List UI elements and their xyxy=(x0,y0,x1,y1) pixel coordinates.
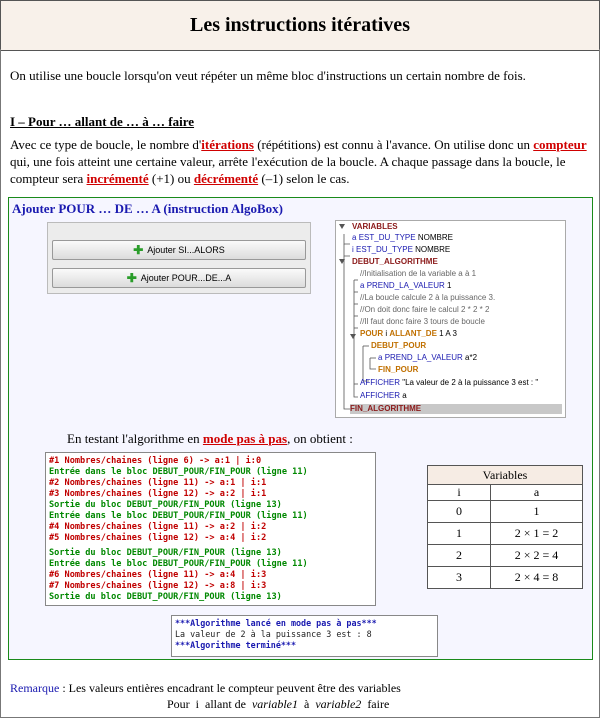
term-incremente: incrémenté xyxy=(86,171,149,186)
tree-var-a[interactable]: a EST_DU_TYPE NOMBRE xyxy=(352,233,453,242)
console-line: #1 Nombres/chaines (ligne 6) -> a:1 | i:0 xyxy=(49,456,262,466)
remark-note: Remarque : Les valeurs entières encadrant le compteur peuvent être des variables Pour i allant de variable1 à variable2 faire xyxy=(10,681,401,711)
term-iterations: itérations xyxy=(201,137,254,152)
output-line: ***Algorithme lancé en mode pas à pas*** xyxy=(175,618,377,628)
tree-fin-pour[interactable]: FIN_POUR xyxy=(378,365,419,374)
console-line: Entrée dans le bloc DEBUT_POUR/FIN_POUR (ligne 11) xyxy=(49,559,308,569)
console-line: #2 Nombres/chaines (ligne 11) -> a:1 | i:1 xyxy=(49,478,267,488)
console-line: #5 Nombres/chaines (ligne 12) -> a:4 | i:2 xyxy=(49,533,267,543)
add-si-alors-button[interactable]: ✚ Ajouter SI...ALORS xyxy=(52,240,306,260)
console-line: Sortie du bloc DEBUT_POUR/FIN_POUR (ligne 13) xyxy=(49,548,282,558)
console-line: Entrée dans le bloc DEBUT_POUR/FIN_POUR (ligne 11) xyxy=(49,467,308,477)
output-console xyxy=(171,615,438,657)
tree-debut-algorithme[interactable]: DEBUT_ALGORITHME xyxy=(352,257,438,266)
tree-comment[interactable]: //On doit donc faire le calcul 2 * 2 * 2 xyxy=(360,305,490,314)
table-row: 2 2 × 2 = 4 xyxy=(428,545,583,567)
tree-comment[interactable]: //Initialisation de la variable a à 1 xyxy=(360,269,477,278)
tree-variables[interactable]: VARIABLES xyxy=(352,222,398,231)
console-line: Sortie du bloc DEBUT_POUR/FIN_POUR (ligne 13) xyxy=(49,592,282,602)
output-line: ***Algorithme terminé*** xyxy=(175,640,297,650)
plus-icon: ✚ xyxy=(133,243,144,257)
tree-fin-algorithme[interactable]: FIN_ALGORITHME xyxy=(350,404,562,414)
page-title: Les instructions itératives xyxy=(190,14,410,36)
variables-table xyxy=(427,465,583,589)
console-line: Sortie du bloc DEBUT_POUR/FIN_POUR (ligne 13) xyxy=(49,500,282,510)
table-row: 0 1 xyxy=(428,501,583,523)
console-line: #7 Nombres/chaines (ligne 12) -> a:8 | i:3 xyxy=(49,581,267,591)
console-line: #4 Nombres/chaines (ligne 11) -> a:2 | i:2 xyxy=(49,522,267,532)
add-pour-de-a-button[interactable]: ✚ Ajouter POUR...DE...A xyxy=(52,268,306,288)
step-console xyxy=(45,452,376,606)
tree-afficher-a[interactable]: AFFICHER a xyxy=(360,391,407,400)
collapse-arrow-icon xyxy=(350,334,356,339)
plus-icon: ✚ xyxy=(126,271,137,285)
variables-table-caption: Variables xyxy=(428,466,583,485)
test-sentence: En testant l'algorithme en mode pas à pas, on obtient : xyxy=(67,431,353,446)
algobox-title: Ajouter POUR … DE … A (instruction AlgoBox) xyxy=(12,201,283,216)
tree-pour[interactable]: POUR i ALLANT_DE 1 A 3 xyxy=(360,329,457,338)
console-line: #3 Nombres/chaines (ligne 12) -> a:2 | i:1 xyxy=(49,489,267,499)
tree-prend-a[interactable]: a PREND_LA_VALEUR 1 xyxy=(360,281,452,290)
tree-comment[interactable]: //Il faut donc faire 3 tours de boucle xyxy=(360,317,485,326)
table-row: 3 2 × 4 = 8 xyxy=(428,567,583,589)
tree-comment[interactable]: //La boucle calcule 2 à la puissance 3. xyxy=(360,293,496,302)
table-header-a: a xyxy=(491,485,583,501)
algobox-panel xyxy=(8,197,593,660)
section-paragraph: Avec ce type de boucle, le nombre d'itérations (répétitions) est connu à l'avance. On utilise donc un compteur qui, une fois atteint une certaine valeur, arrête l'exécution de la boucle. A chaque passage dans la boucle, le compteur sera incrémenté (+1) ou décrémenté (–1) selon le cas. xyxy=(10,137,587,186)
table-header-i: i xyxy=(428,485,491,501)
output-line: La valeur de 2 à la puissance 3 est : 8 xyxy=(175,629,372,639)
console-line: Entrée dans le bloc DEBUT_POUR/FIN_POUR (ligne 11) xyxy=(49,511,308,521)
page-header xyxy=(0,0,600,51)
algorithm-tree xyxy=(335,220,566,418)
term-compteur: compteur xyxy=(533,137,587,152)
tree-debut-pour[interactable]: DEBUT_POUR xyxy=(371,341,427,350)
intro-paragraph: On utilise une boucle lorsqu'on veut répéter un même bloc d'instructions un certain nombre de fois. xyxy=(10,68,526,83)
section-title: I – Pour … allant de … à … faire xyxy=(10,114,195,129)
tree-var-i[interactable]: i EST_DU_TYPE NOMBRE xyxy=(352,245,451,254)
tree-afficher-text[interactable]: AFFICHER "La valeur de 2 à la puissance 3 est : " xyxy=(360,378,539,387)
tree-prend-a-loop[interactable]: a PREND_LA_VALEUR a*2 xyxy=(378,353,478,362)
table-row: 1 2 × 1 = 2 xyxy=(428,523,583,545)
term-decremente: décrémenté xyxy=(193,171,259,186)
collapse-arrow-icon xyxy=(339,224,345,229)
console-line: #6 Nombres/chaines (ligne 11) -> a:4 | i:3 xyxy=(49,570,267,580)
algobox-button-panel xyxy=(47,222,311,294)
remark-label: Remarque xyxy=(10,681,60,695)
term-mode-pas-a-pas: mode pas à pas xyxy=(202,431,288,446)
